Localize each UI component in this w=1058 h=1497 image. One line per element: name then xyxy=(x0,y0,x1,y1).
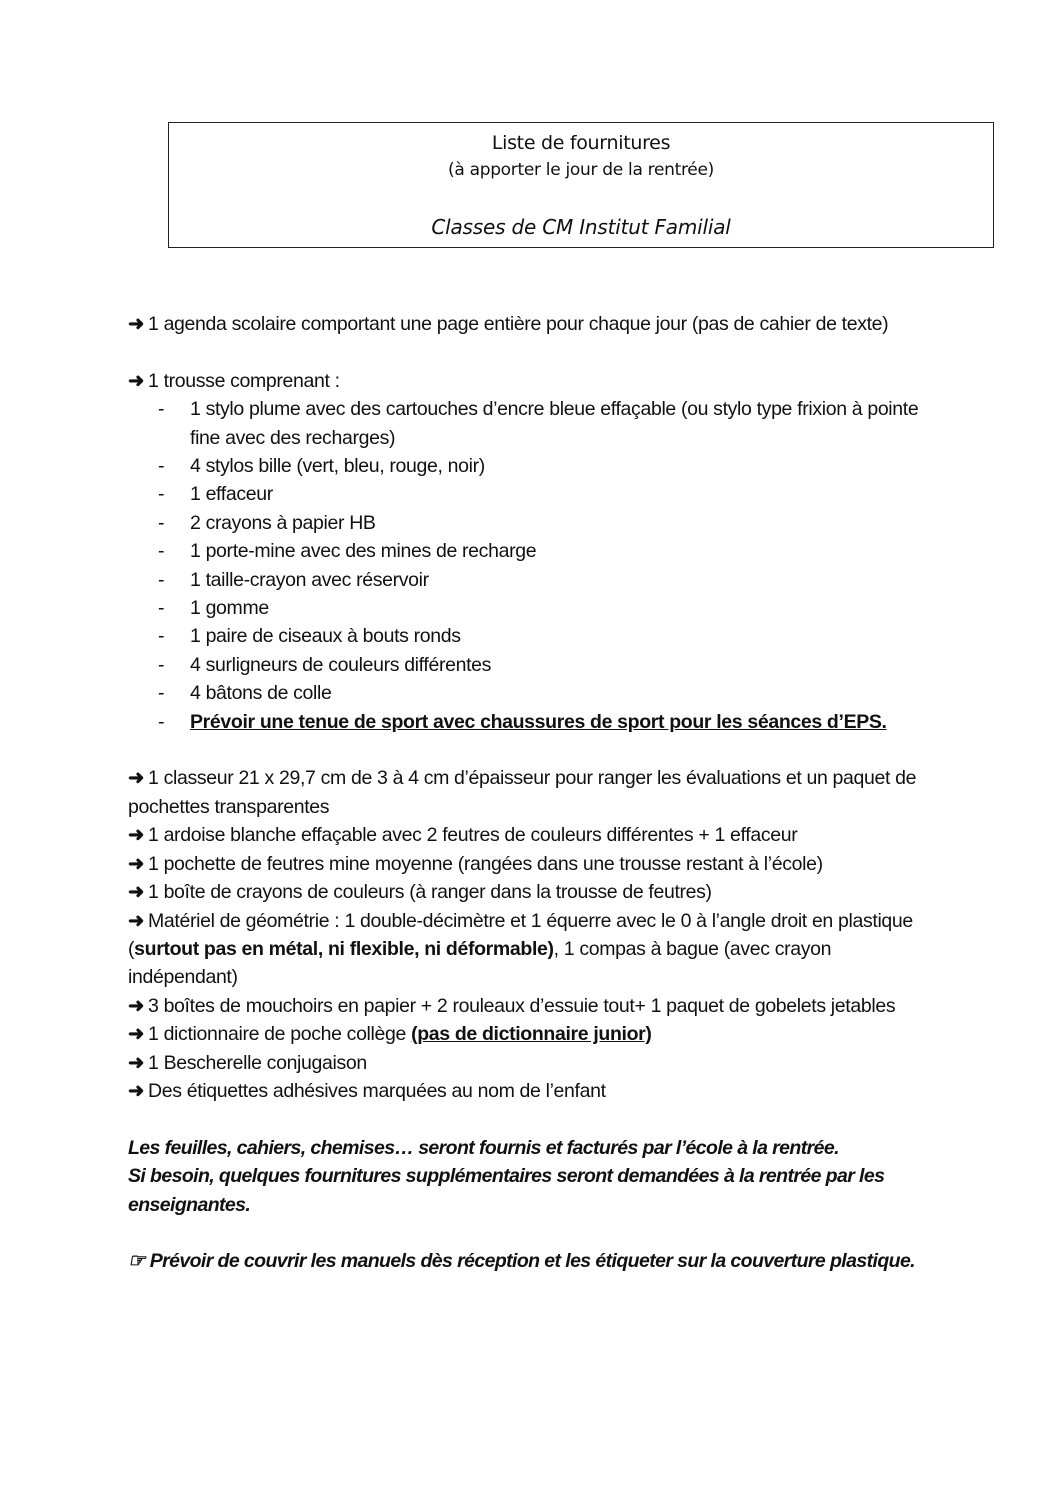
dash-icon: - xyxy=(158,483,165,506)
list-item: - 1 gomme xyxy=(128,594,938,622)
arrow-icon: ➜ xyxy=(128,881,144,904)
pointing-hand-icon: ☞ xyxy=(128,1250,145,1273)
dash-icon: - xyxy=(158,625,165,648)
arrow-icon: ➜ xyxy=(128,1023,144,1046)
trousse-contents-list xyxy=(128,395,938,736)
dash-icon: - xyxy=(158,568,165,591)
note-additional-supplies: Si besoin, quelques fournitures supplémentaires seront demandées à la rentrée par les enseignantes. xyxy=(128,1165,885,1216)
dash-icon: - xyxy=(158,540,165,563)
dash-icon: - xyxy=(158,682,165,705)
item-dictionnaire: ➜ 1 dictionnaire de poche collège (pas de dictionnaire junior) xyxy=(128,1023,652,1046)
item-classeur: ➜ 1 classeur 21 x 29,7 cm de 3 à 4 cm d’épaisseur pour ranger les évaluations et un paquet de pochettes transparentes xyxy=(128,767,917,818)
item-geometrie: ➜ Matériel de géométrie : 1 double-décimètre et 1 équerre avec le 0 à l’angle droit en plastique (surtout pas en métal, ni flexible, ni déformable), 1 compas à bague (avec crayon indépendant) xyxy=(128,909,913,989)
document-subtitle: (à apporter le jour de la rentrée) xyxy=(448,160,714,180)
arrow-icon: ➜ xyxy=(128,313,144,335)
arrow-icon: ➜ xyxy=(128,852,144,875)
arrow-icon: ➜ xyxy=(128,1079,144,1102)
list-item: - 1 stylo plume avec des cartouches d’encre bleue effaçable (ou stylo type frixion à pointe fine avec des recharges) xyxy=(128,395,938,452)
arrow-icon: ➜ xyxy=(128,369,144,392)
list-item: - 4 bâtons de colle xyxy=(128,679,938,707)
sport-note-item xyxy=(128,708,938,736)
list-item: - 4 stylos bille (vert, bleu, rouge, noir) xyxy=(128,452,938,480)
dash-icon: - xyxy=(158,455,165,478)
item-trousse: ➜ 1 trousse comprenant : xyxy=(128,369,340,392)
list-item: - 1 paire de ciseaux à bouts ronds xyxy=(128,622,938,650)
arrow-icon: ➜ xyxy=(128,1051,144,1074)
list-item: - 4 surligneurs de couleurs différentes xyxy=(128,651,938,679)
item-mouchoirs: ➜ 3 boîtes de mouchoirs en papier + 2 rouleaux d’essuie tout+ 1 paquet de gobelets jetables xyxy=(128,994,896,1017)
arrow-icon: ➜ xyxy=(128,909,144,932)
note-billing: Les feuilles, cahiers, chemises… seront fournis et facturés par l’école à la rentrée. xyxy=(128,1136,839,1159)
list-item: - 1 effaceur xyxy=(128,480,938,508)
item-crayons-couleurs: ➜ 1 boîte de crayons de couleurs (à ranger dans la trousse de feutres) xyxy=(128,881,712,904)
dictionnaire-note: (pas de dictionnaire junior) xyxy=(411,1023,652,1046)
arrow-icon: ➜ xyxy=(128,824,144,847)
supply-list xyxy=(128,310,938,1276)
item-agenda: ➜ 1 agenda scolaire comportant une page entière pour chaque jour (pas de cahier de texte) xyxy=(128,313,889,335)
item-feutres: ➜ 1 pochette de feutres mine moyenne (rangées dans une trousse restant à l’école) xyxy=(128,852,823,875)
arrow-icon: ➜ xyxy=(128,767,144,790)
item-etiquettes: ➜ Des étiquettes adhésives marquées au nom de l’enfant xyxy=(128,1079,606,1102)
item-ardoise: ➜ 1 ardoise blanche effaçable avec 2 feutres de couleurs différentes + 1 effaceur xyxy=(128,824,798,847)
list-item: - 2 crayons à papier HB xyxy=(128,509,938,537)
note-cover-books: ☞ Prévoir de couvrir les manuels dès réception et les étiqueter sur la couverture plastique. xyxy=(128,1250,916,1273)
title-box xyxy=(168,122,994,248)
list-item: - 1 porte-mine avec des mines de recharge xyxy=(128,537,938,565)
class-name: Classes de CM Institut Familial xyxy=(431,215,731,239)
geometrie-warning: surtout pas en métal, ni flexible, ni déformable) xyxy=(134,937,554,960)
sport-note: Prévoir une tenue de sport avec chaussures de sport pour les séances d’EPS. xyxy=(190,710,887,733)
dash-icon: - xyxy=(158,597,165,620)
list-item: - 1 taille-crayon avec réservoir xyxy=(128,566,938,594)
arrow-icon: ➜ xyxy=(128,994,144,1017)
dash-icon: - xyxy=(158,710,165,733)
dash-icon: - xyxy=(158,398,165,421)
item-bescherelle: ➜ 1 Bescherelle conjugaison xyxy=(128,1051,367,1074)
dash-icon: - xyxy=(158,653,165,676)
dash-icon: - xyxy=(158,511,165,534)
document-title: Liste de fournitures xyxy=(491,132,671,154)
